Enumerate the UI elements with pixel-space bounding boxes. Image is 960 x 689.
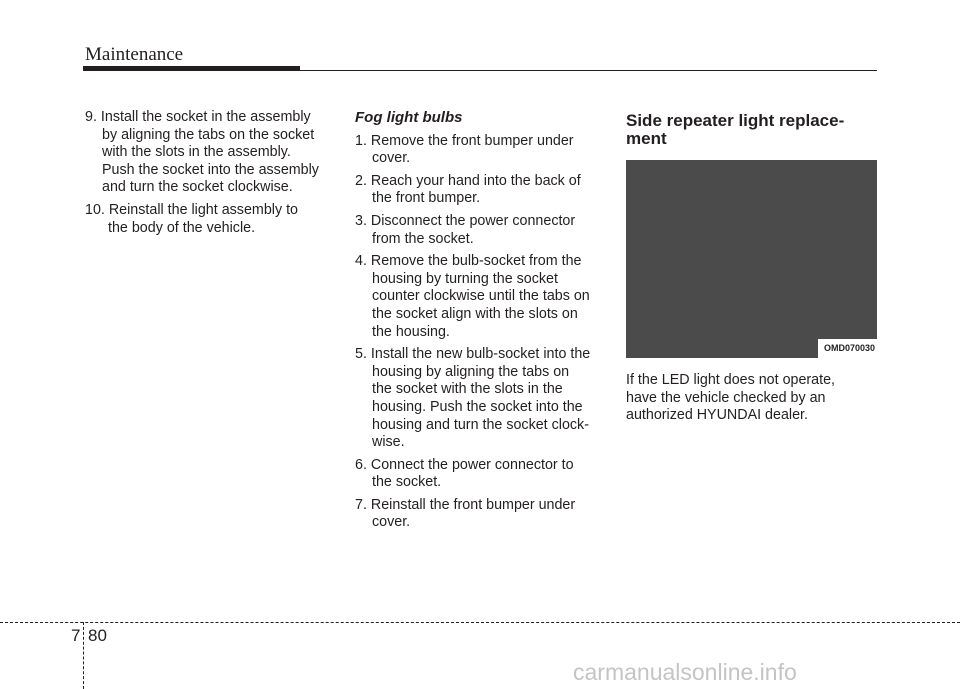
step-text: Remove the front bumper under (370, 132, 574, 149)
step-9 (85, 109, 334, 197)
step-text: the socket. (372, 474, 442, 491)
step-text: Disconnect the power connector (370, 212, 576, 229)
page-number: 80 (88, 626, 107, 645)
step-text: from the socket. (372, 230, 474, 247)
step-text: cover. (372, 514, 411, 531)
heading-line: ment (626, 129, 667, 148)
body-line: authorized HYUNDAI dealer. (626, 407, 808, 424)
step-text: Install the socket in the assembly (100, 109, 311, 125)
step-text: Push the socket into the assembly (102, 161, 319, 178)
body-line: have the vehicle checked by an (626, 389, 826, 406)
fog-step-1 (355, 133, 604, 168)
step-text: wise. (372, 434, 405, 451)
step-text: the front bumper. (372, 190, 481, 207)
step-number: 3. (355, 212, 371, 229)
side-repeater-figure (626, 160, 877, 358)
column-2 (355, 109, 604, 537)
step-text: Remove the bulb-socket from the (370, 253, 582, 270)
header-rule-thin (300, 70, 877, 71)
body-line: If the LED light does not operate, (626, 372, 836, 388)
step-text: housing by turning the socket (372, 270, 558, 287)
step-number: 10. (85, 201, 109, 218)
step-text: housing by aligning the tabs on (372, 363, 570, 380)
fog-step-4 (355, 253, 604, 341)
step-text: cover. (372, 150, 411, 167)
step-text: and turn the socket clockwise. (102, 179, 293, 196)
step-text: with the slots in the assembly. (102, 144, 291, 161)
step-number: 2. (355, 172, 371, 189)
footer-divider (83, 622, 84, 689)
step-text: Reinstall the front bumper under (370, 496, 576, 513)
step-number: 4. (355, 253, 371, 270)
fog-step-6 (355, 457, 604, 492)
watermark-text: carmanualsonline.info (573, 659, 797, 685)
page-header-title: Maintenance (85, 44, 184, 65)
step-text: the socket with the slots in the (372, 381, 563, 398)
step-number: 7. (355, 496, 371, 513)
step-text: counter clockwise until the tabs on (372, 288, 590, 305)
fog-step-3 (355, 213, 604, 248)
side-repeater-body (626, 372, 877, 425)
fog-step-2 (355, 173, 604, 208)
side-repeater-heading (626, 112, 877, 148)
column-3 (626, 109, 877, 425)
step-number: 1. (355, 132, 371, 149)
heading-line: Side repeater light replace- (626, 111, 845, 130)
step-text: the housing. (372, 323, 450, 340)
chapter-number: 7 (71, 626, 81, 645)
step-text: the socket align with the slots on (372, 305, 578, 322)
step-text: Connect the power connector to (370, 456, 574, 473)
footer-rule (0, 622, 960, 623)
step-text: by aligning the tabs on the socket (102, 126, 315, 143)
step-text: Install the new bulb-socket into the (370, 346, 591, 363)
step-number: 6. (355, 456, 371, 473)
column-1 (85, 109, 334, 242)
figure-code-label: OMD070030 (818, 339, 877, 358)
step-text: housing and turn the socket clock- (372, 416, 589, 433)
step-text: Reach your hand into the back of (370, 172, 581, 189)
step-number: 9. (85, 109, 101, 125)
step-text: the body of the vehicle. (108, 219, 256, 236)
step-number: 5. (355, 346, 371, 363)
fog-light-heading: Fog light bulbs (355, 109, 463, 126)
step-text: Reinstall the light assembly to (108, 201, 298, 218)
fog-step-5 (355, 346, 604, 452)
step-10 (85, 202, 334, 237)
header-rule-thick (83, 66, 300, 71)
step-text: housing. Push the socket into the (372, 398, 583, 415)
fog-step-7 (355, 497, 604, 532)
